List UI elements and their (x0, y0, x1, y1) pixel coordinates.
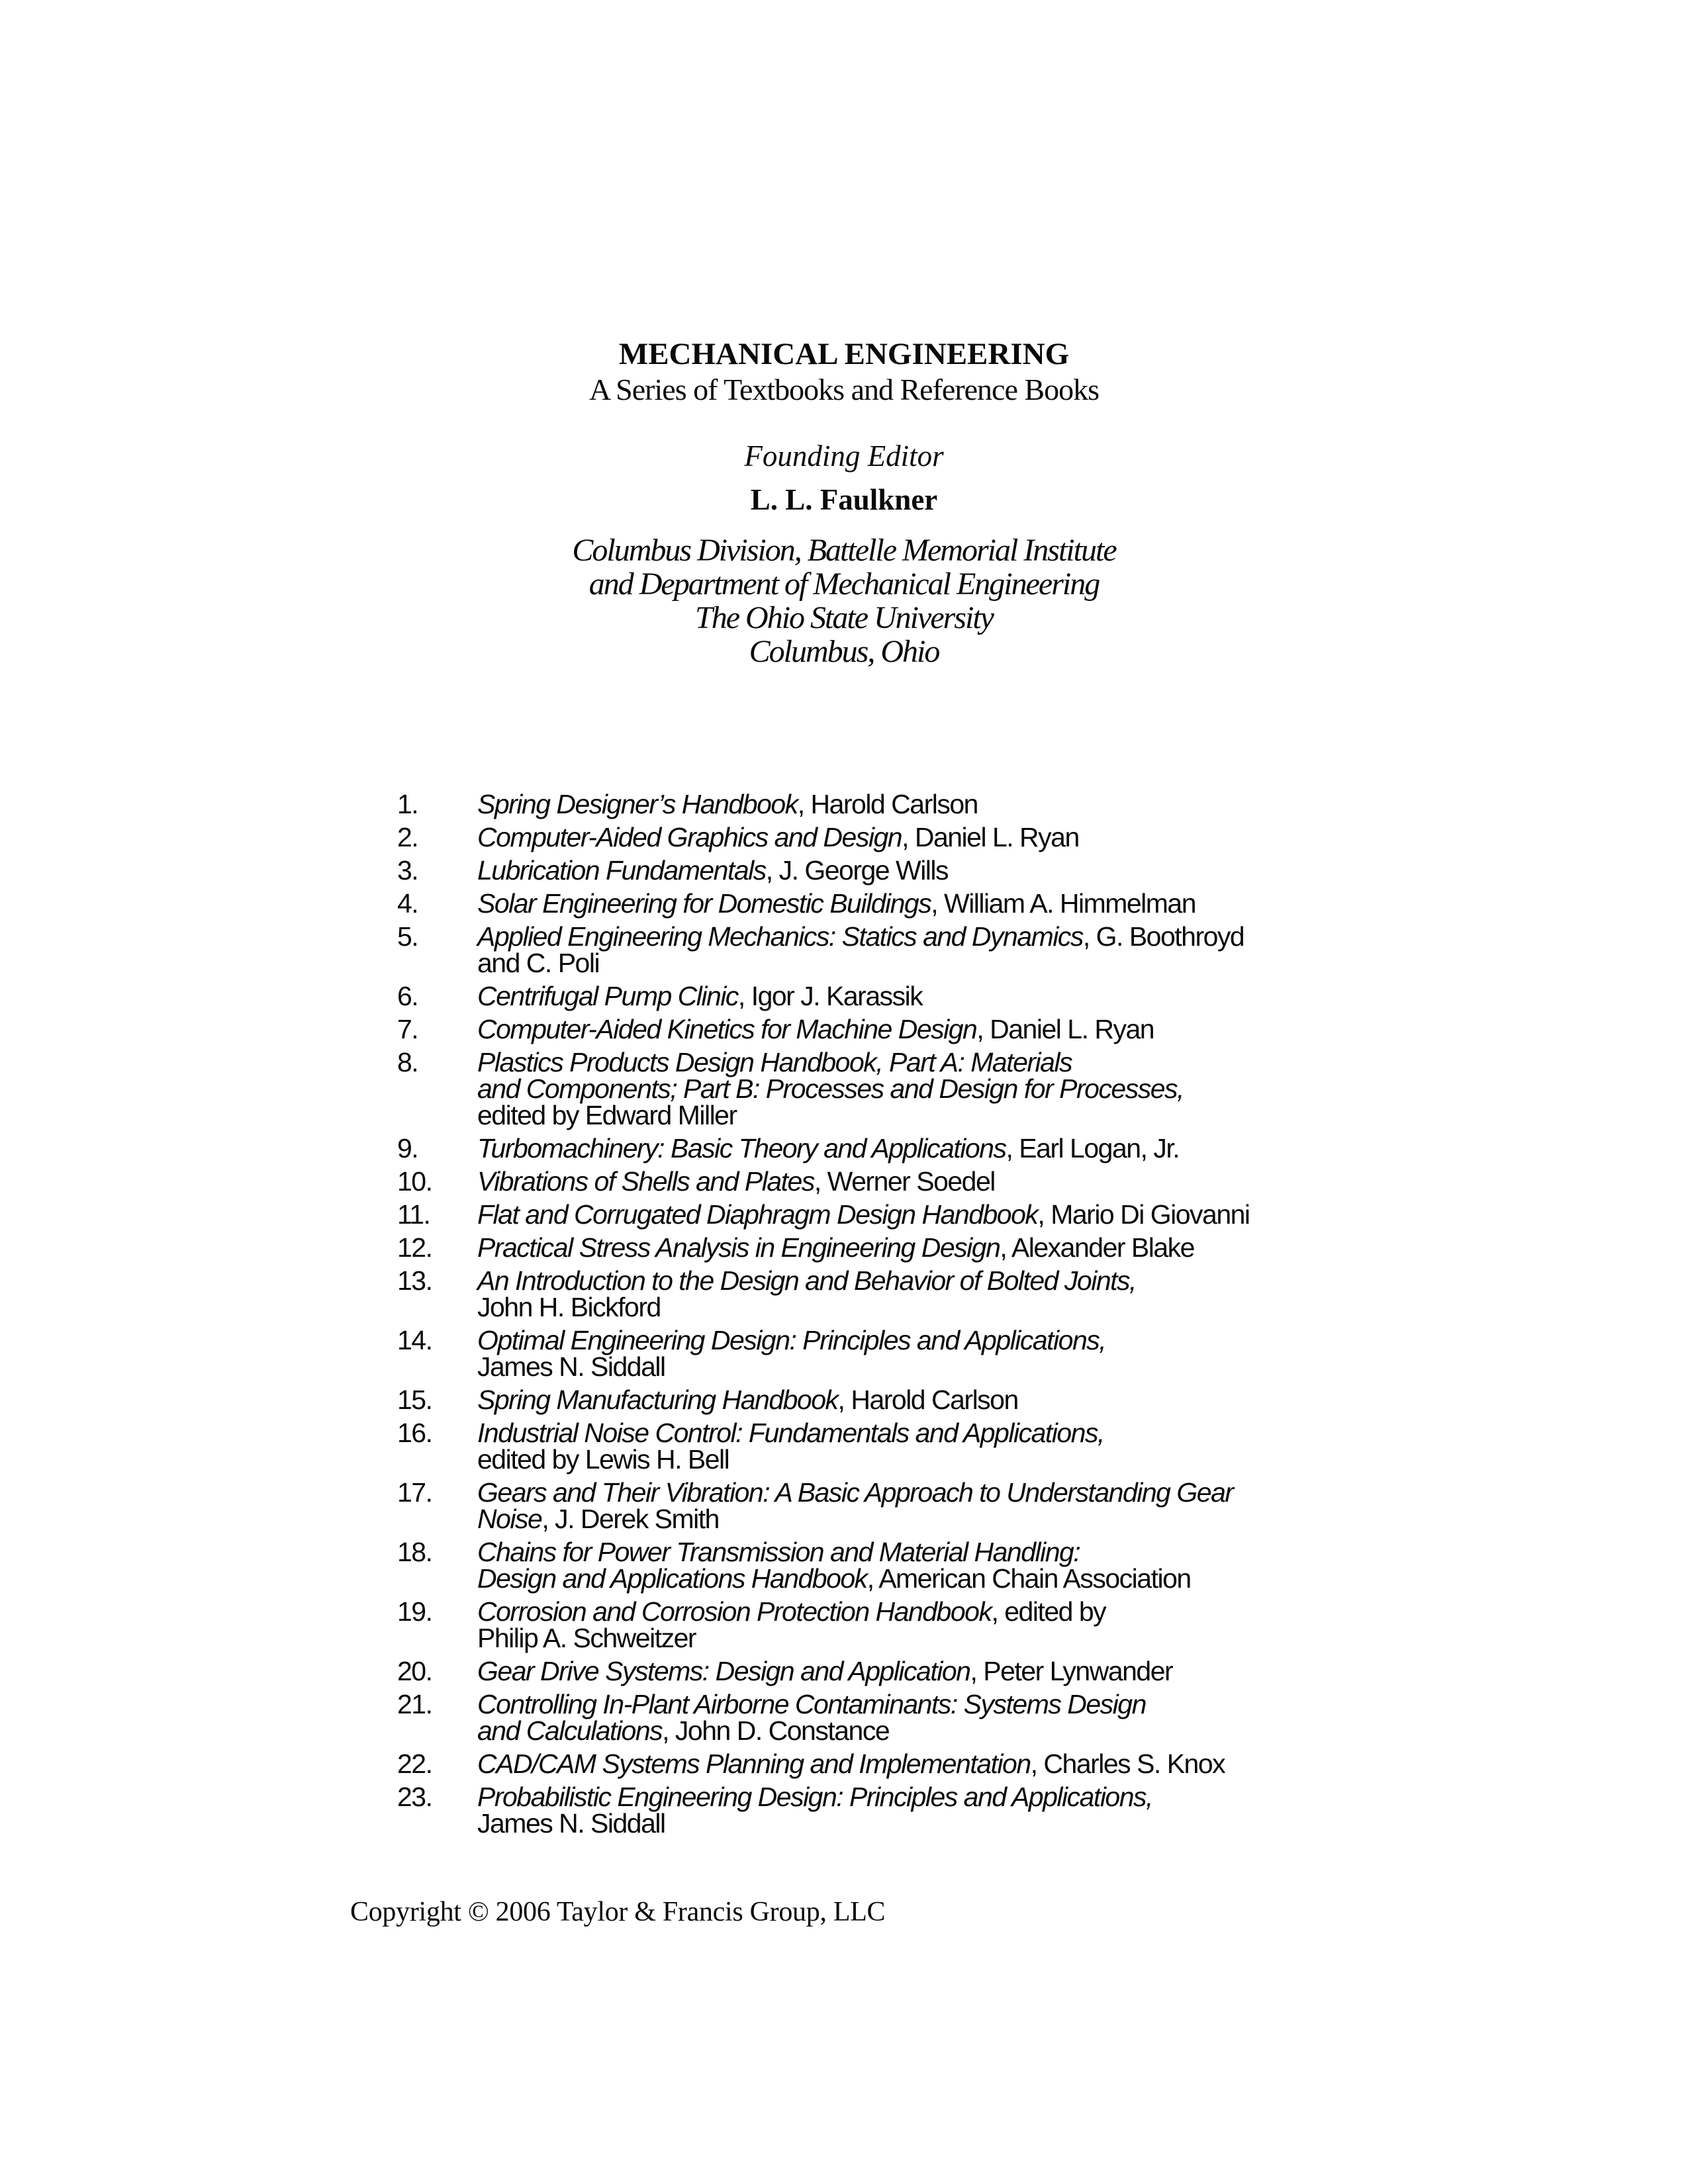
book-title-segment: Applied Engineering Mechanics: Statics and Dynamics (477, 921, 1083, 952)
affiliation-line: The Ohio State University (695, 600, 993, 635)
item-line (477, 1784, 1609, 1810)
list-item (397, 1751, 1609, 1777)
book-text-segment: James N. Siddall (477, 1351, 665, 1382)
item-line (477, 791, 1609, 817)
book-text-segment: , edited by (991, 1596, 1106, 1627)
list-item (397, 1234, 1609, 1261)
book-text-segment: , Daniel L. Ryan (976, 1014, 1154, 1044)
item-line (477, 923, 1609, 950)
item-line (477, 1234, 1609, 1261)
item-text (477, 1267, 1609, 1320)
book-text-segment: John H. Bickford (477, 1292, 661, 1322)
book-text-segment: , John D. Constance (662, 1715, 890, 1746)
item-number: 8. (397, 1047, 418, 1077)
book-title-segment: Computer-Aided Kinetics for Machine Design (477, 1014, 977, 1044)
copyright-notice: Copyright © 2006 Taylor & Francis Group, LLC (350, 1897, 886, 1927)
book-text-segment: , Mario Di Giovanni (1037, 1199, 1250, 1230)
item-number: 23. (397, 1782, 432, 1812)
item-text (477, 1784, 1609, 1837)
list-item (397, 824, 1609, 850)
book-text-segment: , Harold Carlson (797, 789, 978, 819)
item-number: 15. (397, 1385, 432, 1415)
series-title: MECHANICAL ENGINEERING (618, 337, 1070, 371)
item-number: 3. (397, 855, 418, 886)
list-item (397, 1168, 1609, 1195)
item-text (477, 1168, 1609, 1195)
item-line (477, 1565, 1609, 1592)
item-line (477, 1420, 1609, 1446)
item-text (477, 1387, 1609, 1413)
book-text-segment: James N. Siddall (477, 1808, 665, 1839)
list-item (397, 1598, 1609, 1651)
item-line (477, 983, 1609, 1009)
book-title-segment: Solar Engineering for Domestic Buildings (477, 888, 931, 919)
book-title-segment: CAD/CAM Systems Planning and Implementation (477, 1749, 1031, 1779)
item-text (477, 857, 1609, 884)
book-text-segment: , J. George Wills (765, 855, 949, 886)
item-number: 18. (397, 1537, 432, 1567)
affiliation-line: Columbus Division, Battelle Memorial Institute (572, 533, 1116, 568)
item-number: 7. (397, 1014, 418, 1044)
book-title-segment: and Calculations (477, 1715, 663, 1746)
book-title-segment: Lubrication Fundamentals (477, 855, 766, 886)
founding-editor-label: Founding Editor (744, 439, 944, 473)
list-item (397, 983, 1609, 1009)
item-line (477, 1506, 1609, 1532)
item-line (477, 1479, 1609, 1506)
book-title-segment: An Introduction to the Design and Behavior of Bolted Joints, (477, 1265, 1136, 1296)
book-title-segment: Gears and Their Vibration: A Basic Approach to Understanding Gear (477, 1477, 1233, 1508)
book-title-segment: Flat and Corrugated Diaphragm Design Handbook (477, 1199, 1038, 1230)
list-item (397, 1784, 1609, 1837)
item-number: 17. (397, 1477, 432, 1508)
item-line (477, 1201, 1609, 1228)
list-item (397, 1135, 1609, 1161)
item-number: 16. (397, 1418, 432, 1448)
book-title-segment: Optimal Engineering Design: Principles and Applications, (477, 1325, 1106, 1355)
item-text (477, 1135, 1609, 1161)
item-line (477, 1387, 1609, 1413)
book-title-segment: Gear Drive Systems: Design and Application (477, 1656, 970, 1686)
list-item (397, 1539, 1609, 1592)
item-line (477, 1267, 1609, 1294)
item-text (477, 1691, 1609, 1744)
item-text (477, 1327, 1609, 1380)
list-item (397, 1049, 1609, 1128)
item-line (477, 1717, 1609, 1744)
item-text (477, 890, 1609, 917)
book-title-segment: Spring Designer’s Handbook (477, 789, 798, 819)
book-title-segment: Computer-Aided Graphics and Design (477, 822, 902, 852)
book-title-segment: Design and Applications Handbook (477, 1563, 867, 1594)
item-line (477, 1102, 1609, 1128)
item-number: 19. (397, 1596, 432, 1627)
affiliation-line: Columbus, Ohio (749, 634, 939, 669)
book-text-segment: , Daniel L. Ryan (902, 822, 1079, 852)
book-text-segment: Philip A. Schweitzer (477, 1623, 696, 1653)
book-title-segment: Turbomachinery: Basic Theory and Applications (477, 1133, 1006, 1163)
item-line (477, 1658, 1609, 1684)
list-item (397, 923, 1609, 976)
book-title-segment: Probabilistic Engineering Design: Principles and Applications, (477, 1782, 1152, 1812)
book-text-segment: , American Chain Association (867, 1563, 1191, 1594)
item-text (477, 1479, 1609, 1532)
item-line (477, 1598, 1609, 1625)
affiliation-block (0, 533, 1688, 668)
item-number: 10. (397, 1166, 432, 1197)
book-text-segment: , Charles S. Knox (1030, 1749, 1225, 1779)
book-title-segment: Industrial Noise Control: Fundamentals and Applications, (477, 1418, 1104, 1448)
item-line (477, 1446, 1609, 1473)
book-text-segment: , G. Boothroyd (1082, 921, 1244, 952)
item-line (477, 1075, 1609, 1102)
book-title-segment: Practical Stress Analysis in Engineering Design (477, 1232, 1000, 1263)
item-number: 11. (397, 1199, 430, 1230)
list-item (397, 791, 1609, 817)
item-number: 14. (397, 1325, 432, 1355)
item-line (477, 1539, 1609, 1565)
book-title-segment: Chains for Power Transmission and Material Handling: (477, 1537, 1080, 1567)
item-line (477, 1751, 1609, 1777)
item-number: 9. (397, 1133, 418, 1163)
book-text-segment: , William A. Himmelman (931, 888, 1196, 919)
list-item (397, 1267, 1609, 1320)
item-number: 1. (397, 789, 418, 819)
item-number: 21. (397, 1689, 432, 1719)
item-text (477, 1539, 1609, 1592)
list-item (397, 1658, 1609, 1684)
item-text (477, 983, 1609, 1009)
list-item (397, 1691, 1609, 1744)
item-number: 4. (397, 888, 418, 919)
item-text (477, 1598, 1609, 1651)
book-text-segment: edited by Edward Miller (477, 1100, 737, 1130)
book-title-segment: Plastics Products Design Handbook, Part A: Materials (477, 1047, 1072, 1077)
item-number: 6. (397, 981, 418, 1011)
item-line (477, 890, 1609, 917)
item-text (477, 1016, 1609, 1042)
list-item (397, 1387, 1609, 1413)
item-line (477, 1016, 1609, 1042)
item-text (477, 1420, 1609, 1473)
book-text-segment: and C. Poli (477, 948, 600, 978)
item-line (477, 1049, 1609, 1075)
item-line (477, 1327, 1609, 1353)
affiliation-line: and Department of Mechanical Engineering (588, 567, 1100, 602)
item-text (477, 1658, 1609, 1684)
list-item (397, 1016, 1609, 1042)
item-text (477, 1201, 1609, 1228)
list-item (397, 1479, 1609, 1532)
item-text (477, 824, 1609, 850)
book-title-segment: Spring Manufacturing Handbook (477, 1385, 838, 1415)
list-item (397, 1201, 1609, 1228)
item-line (477, 1691, 1609, 1717)
item-number: 5. (397, 921, 418, 952)
item-text (477, 791, 1609, 817)
founding-editor-name: L. L. Faulkner (750, 483, 938, 516)
item-line (477, 1625, 1609, 1651)
item-line (477, 1168, 1609, 1195)
item-text (477, 1234, 1609, 1261)
list-item (397, 857, 1609, 884)
book-text-segment: , Igor J. Karassik (737, 981, 923, 1011)
item-line (477, 857, 1609, 884)
item-line (477, 950, 1609, 976)
item-number: 13. (397, 1265, 432, 1296)
book-text-segment: edited by Lewis H. Bell (477, 1444, 729, 1475)
book-list (397, 791, 1609, 1837)
item-line (477, 1353, 1609, 1380)
book-title-segment: Centrifugal Pump Clinic (477, 981, 738, 1011)
list-item (397, 1327, 1609, 1380)
book-title-segment: Noise (477, 1504, 542, 1534)
book-text-segment: , Harold Carlson (837, 1385, 1018, 1415)
item-text (477, 923, 1609, 976)
item-number: 12. (397, 1232, 432, 1263)
item-text (477, 1049, 1609, 1128)
item-number: 22. (397, 1749, 432, 1779)
item-number: 2. (397, 822, 418, 852)
list-item (397, 1420, 1609, 1473)
book-text-segment: , Peter Lynwander (970, 1656, 1173, 1686)
series-subtitle: A Series of Textbooks and Reference Books (589, 373, 1099, 406)
book-title-segment: Vibrations of Shells and Plates (477, 1166, 814, 1197)
book-text-segment: , Earl Logan, Jr. (1006, 1133, 1180, 1163)
item-number: 20. (397, 1656, 432, 1686)
item-line (477, 1294, 1609, 1320)
book-title-segment: and Components; Part B: Processes and Design for Processes, (477, 1073, 1184, 1104)
item-line (477, 824, 1609, 850)
item-line (477, 1135, 1609, 1161)
book-title-segment: Corrosion and Corrosion Protection Handbook (477, 1596, 992, 1627)
list-item (397, 890, 1609, 917)
book-text-segment: , Alexander Blake (1000, 1232, 1194, 1263)
item-text (477, 1751, 1609, 1777)
book-text-segment: , Werner Soedel (814, 1166, 995, 1197)
item-line (477, 1810, 1609, 1837)
book-text-segment: , J. Derek Smith (541, 1504, 719, 1534)
book-title-segment: Controlling In-Plant Airborne Contaminants: Systems Design (477, 1689, 1146, 1719)
